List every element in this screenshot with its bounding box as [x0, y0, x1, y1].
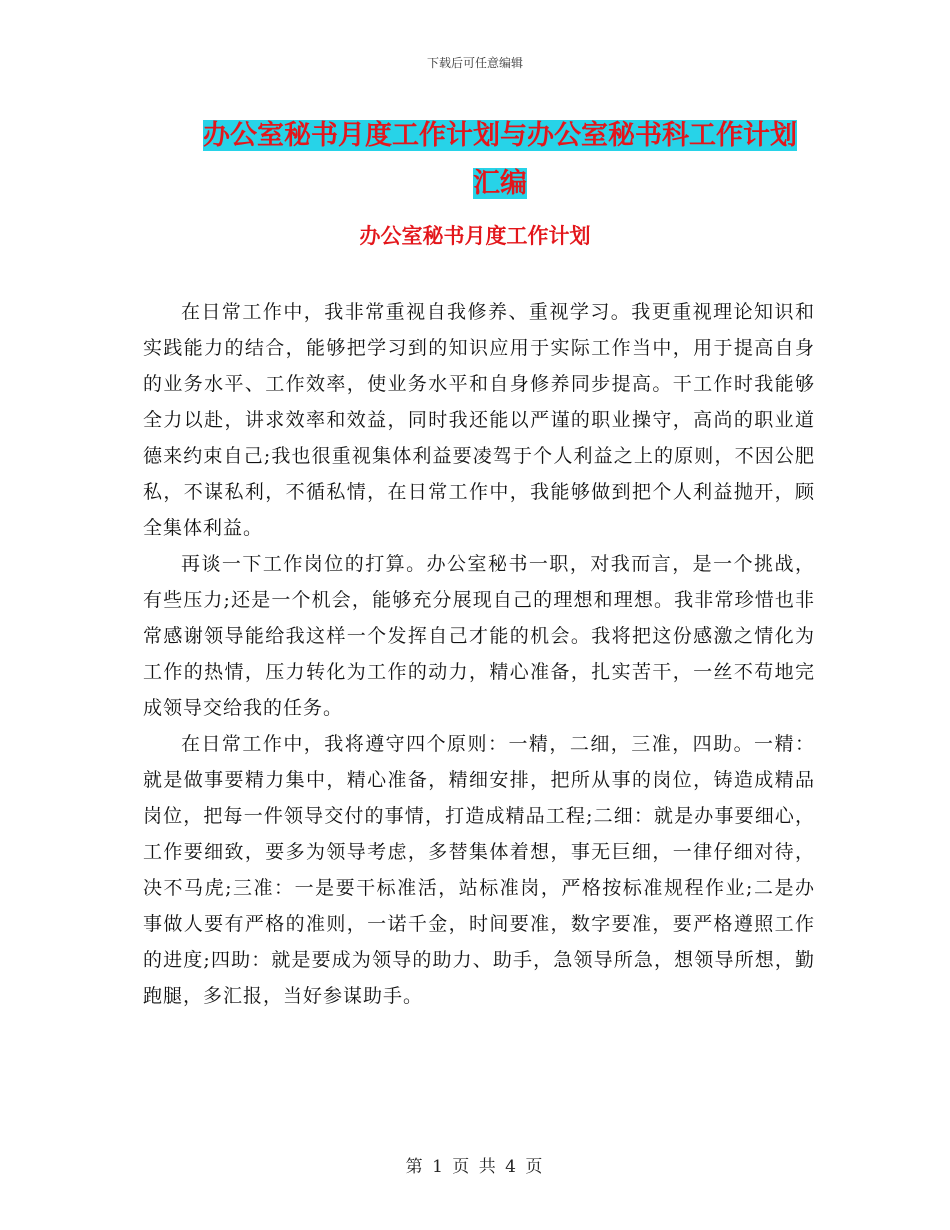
page-footer: 第 1 页 共 4 页: [405, 1157, 545, 1177]
paragraph-2: 再谈一下工作岗位的打算。办公室秘书一职，对我而言，是一个挑战，有些压力;还是一个机会，能够充分展现自己的理想和理想。我非常珍惜也非常感谢领导能给我这样一个发挥自己才能的机会。我将把这份感激之情化为工作的热情，压力转化为工作的动力，精心准备，扎实苦干，一丝不苟地完成领导交给我的任务。: [143, 553, 815, 719]
header-note: 下载后可任意编辑: [426, 56, 523, 70]
paragraph-1: 在日常工作中，我非常重视自我修养、重视学习。我更重视理论知识和实践能力的结合，能够把学习到的知识应用于实际工作当中，用于提高自身的业务水平、工作效率，使业务水平和自身修养同步提高。干工作时我能够全力以赴，讲求效率和效益，同时我还能以严谨的职业操守，高尚的职业道德来约束自己;我也很重视集体利益要凌驾于个人利益之上的原则，不因公肥私，不谋私利，不循私情，在日常工作中，我能够做到把个人利益抛开，顾全集体利益。: [143, 301, 815, 539]
document-title-text: 办公室秘书月度工作计划与办公室秘书科工作计划汇编: [203, 120, 797, 199]
document-title: [190, 112, 810, 208]
section-title: 办公室秘书月度工作计划: [359, 224, 591, 248]
paragraph-3: 在日常工作中，我将遵守四个原则：一精，二细，三准，四助。一精：就是做事要精力集中，精心准备，精细安排，把所从事的岗位，铸造成精品岗位，把每一件领导交付的事情，打造成精品工程;二细：就是办事要细心，工作要细致，要多为领导考虑，多替集体着想，事无巨细，一律仔细对待，决不马虎;三准：一是要干标准活，站标准岗，严格按标准规程作业;二是办事做人要有严格的准则，一诺千金，时间要准，数字要准，要严格遵照工作的进度;四助：就是要成为领导的助力、助手，急领导所急，想领导所想，勤跑腿，多汇报，当好参谋助手。: [143, 733, 815, 1007]
body-text: [143, 294, 815, 1014]
